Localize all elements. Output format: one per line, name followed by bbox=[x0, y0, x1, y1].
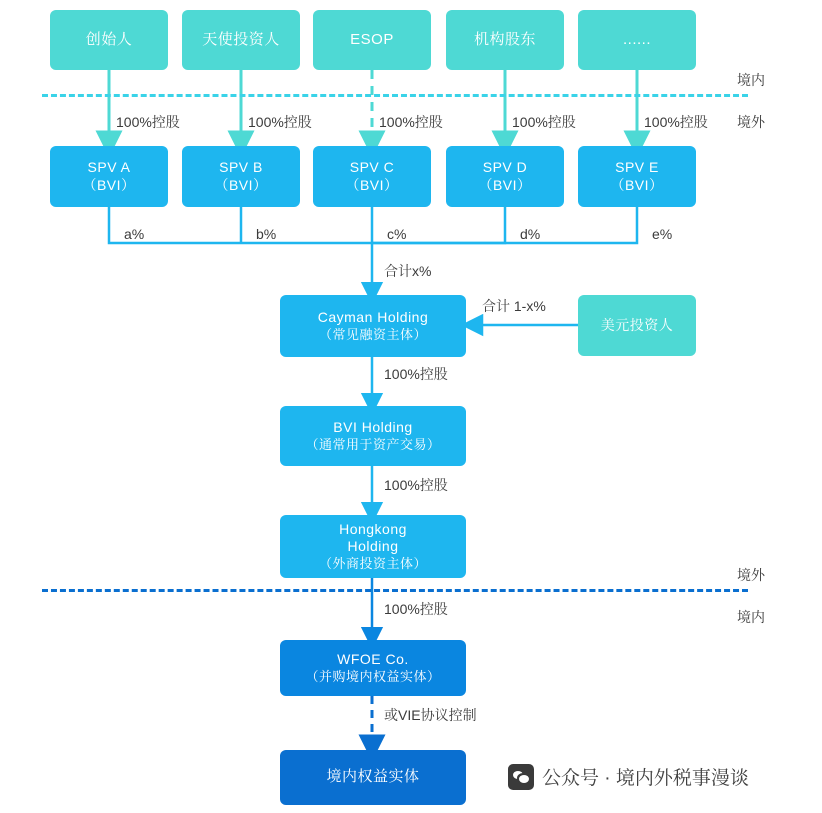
boundary-label-domestic-top: 境内 bbox=[737, 72, 765, 88]
node-label-line2: （BVI） bbox=[345, 176, 399, 193]
edge-label-control-5: 100%控股 bbox=[644, 114, 708, 130]
node-shareholder-institutional[interactable] bbox=[446, 10, 564, 70]
node-label-line2: Holding bbox=[347, 538, 399, 555]
node-label-line2: （BVI） bbox=[478, 176, 532, 193]
onshore-offshore-divider-top bbox=[42, 94, 748, 97]
node-cayman-holding[interactable] bbox=[280, 295, 466, 357]
edge-label-percent-e: e% bbox=[652, 226, 673, 242]
node-spv-a[interactable] bbox=[50, 146, 168, 207]
edge-label-control-1: 100%控股 bbox=[116, 114, 180, 130]
node-spv-b[interactable] bbox=[182, 146, 300, 207]
node-label-line2: （通常用于资产交易） bbox=[305, 436, 441, 452]
node-usd-investor[interactable] bbox=[578, 295, 696, 356]
boundary-label-domestic-bottom: 境内 bbox=[737, 609, 765, 625]
edge-label-percent-d: d% bbox=[520, 226, 541, 242]
node-label: ESOP bbox=[350, 30, 394, 48]
node-label-line1: SPV A bbox=[87, 159, 131, 175]
node-label-line1: WFOE Co. bbox=[337, 651, 409, 668]
node-label-line2: （BVI） bbox=[82, 176, 136, 193]
node-spv-e[interactable] bbox=[578, 146, 696, 207]
node-label-line1: SPV E bbox=[615, 159, 659, 175]
node-wfoe[interactable] bbox=[280, 640, 466, 696]
node-label-line1: BVI Holding bbox=[333, 419, 413, 436]
edge-label-cayman-to-bvi: 100%控股 bbox=[384, 366, 448, 382]
watermark-text: 公众号 · 境内外税事漫谈 bbox=[542, 768, 749, 789]
onshore-offshore-divider-bottom bbox=[42, 589, 748, 592]
edge-label-percent-c: c% bbox=[387, 226, 407, 242]
node-label-line2: （BVI） bbox=[610, 176, 664, 193]
node-label-line1: SPV D bbox=[482, 159, 528, 175]
node-label-line3: （外商投资主体） bbox=[318, 555, 427, 571]
edge-label-vie-control: 或VIE协议控制 bbox=[384, 707, 477, 723]
edge-label-percent-a: a% bbox=[124, 226, 145, 242]
node-label-line2: （BVI） bbox=[214, 176, 268, 193]
node-label: 创始人 bbox=[85, 30, 133, 48]
node-hongkong-holding[interactable] bbox=[280, 515, 466, 578]
node-spv-d[interactable] bbox=[446, 146, 564, 207]
node-label: 境内权益实体 bbox=[326, 768, 420, 786]
watermark bbox=[508, 763, 749, 790]
edge-label-percent-b: b% bbox=[256, 226, 277, 242]
node-shareholder-others[interactable] bbox=[578, 10, 696, 70]
node-domestic-entity[interactable] bbox=[280, 750, 466, 805]
node-bvi-holding[interactable] bbox=[280, 406, 466, 466]
edge-label-total-share: 合计x% bbox=[384, 263, 432, 279]
node-label-line1: SPV B bbox=[219, 159, 263, 175]
node-label: 天使投资人 bbox=[202, 30, 280, 48]
node-label-line2: （并购境内权益实体） bbox=[305, 668, 441, 684]
edge-label-bvi-to-hk: 100%控股 bbox=[384, 477, 448, 493]
edge-label-control-4: 100%控股 bbox=[512, 114, 576, 130]
edge-label-control-3: 100%控股 bbox=[379, 114, 443, 130]
node-shareholder-founder[interactable] bbox=[50, 10, 168, 70]
node-label-line1: Cayman Holding bbox=[317, 309, 429, 326]
edge-label-control-2: 100%控股 bbox=[248, 114, 312, 130]
boundary-label-offshore-bottom: 境外 bbox=[737, 567, 765, 583]
wechat-icon bbox=[508, 764, 534, 790]
node-spv-c[interactable] bbox=[313, 146, 431, 207]
edge-label-usd-investor-share: 合计 1-x% bbox=[482, 298, 546, 314]
node-shareholder-angel[interactable] bbox=[182, 10, 300, 70]
node-label: 机构股东 bbox=[473, 30, 536, 48]
node-label-line2: （常见融资主体） bbox=[318, 326, 427, 342]
node-label: 美元投资人 bbox=[600, 316, 674, 333]
boundary-label-offshore-top: 境外 bbox=[737, 114, 765, 130]
node-shareholder-esop[interactable] bbox=[313, 10, 431, 70]
node-label: ...... bbox=[622, 30, 651, 48]
node-label-line1: SPV C bbox=[349, 159, 395, 175]
edge-label-hk-to-wfoe: 100%控股 bbox=[384, 601, 448, 617]
node-label-line1: Hongkong bbox=[339, 520, 407, 537]
